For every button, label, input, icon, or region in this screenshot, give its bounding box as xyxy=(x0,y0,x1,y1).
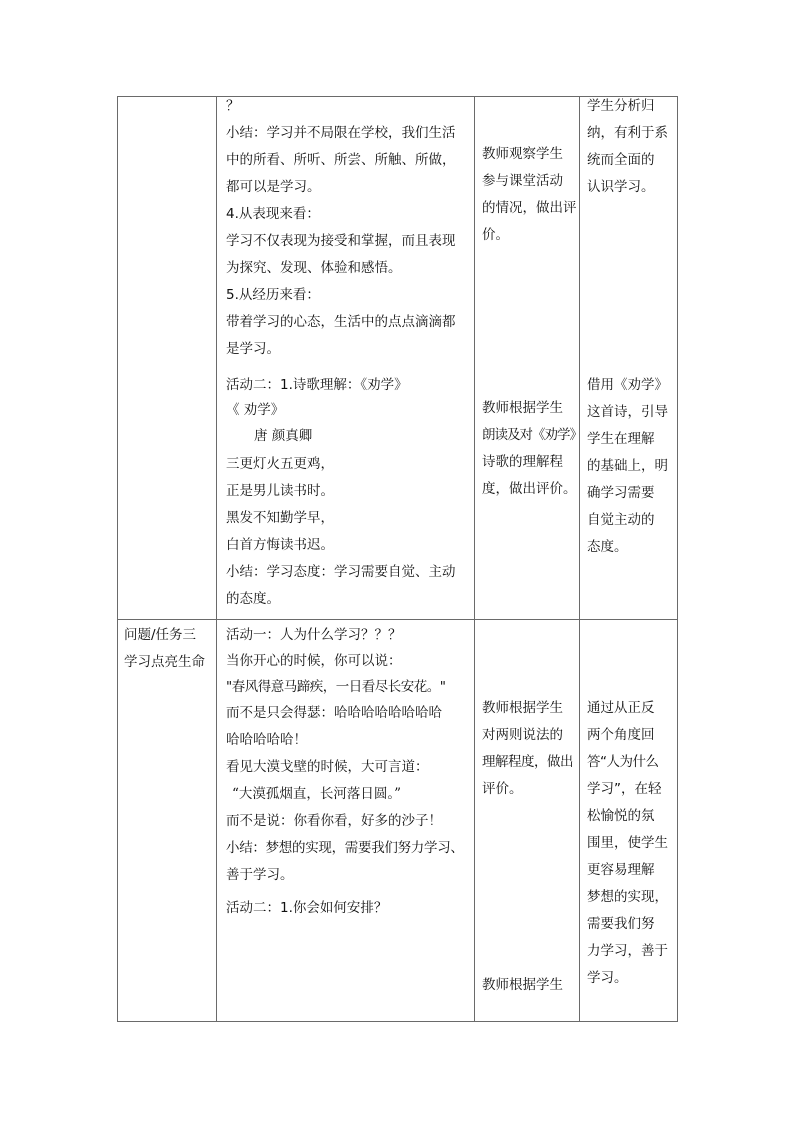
column-divider xyxy=(474,97,475,1021)
content-line: 学习不仅表现为接受和掌握，而且表现 xyxy=(226,233,456,249)
content-line: ？ xyxy=(226,98,240,114)
design-line: 统而全面的 xyxy=(587,152,655,168)
content-line: 当你开心的时候，你可以说： xyxy=(226,653,402,669)
evaluation-line: 度，做出评价。 xyxy=(482,481,577,497)
row2-design-intent-cell xyxy=(587,372,677,561)
evaluation-line: 教师根据学生 xyxy=(482,700,563,716)
evaluation-line: 对两则说法的 xyxy=(482,727,563,743)
content-line: 小结：梦想的实现，需要我们努力学习、 xyxy=(226,840,464,856)
evaluation-line: 教师根据学生 xyxy=(482,400,563,416)
row2-content-cell xyxy=(226,372,470,613)
column-divider xyxy=(216,97,217,1021)
design-line: 态度。 xyxy=(587,539,628,555)
task-label-line: 学习点亮生命 xyxy=(124,654,205,670)
design-line: 的基础上，明 xyxy=(587,458,668,474)
evaluation-line: 参与课堂活动 xyxy=(482,173,563,189)
evaluation-line: 朗读及对《劝学》 xyxy=(482,427,582,443)
design-line: 围里，使学生 xyxy=(587,835,668,851)
lesson-plan-table xyxy=(117,96,678,1022)
content-line: 哈哈哈哈哈！ xyxy=(226,732,307,748)
design-line: 学习。 xyxy=(587,970,628,986)
content-line: 而不是说：你看你看，好多的沙子！ xyxy=(226,813,442,829)
evaluation-line: 诗歌的理解程 xyxy=(482,454,563,470)
content-line: 小结：学习态度：学习需要自觉、主动 xyxy=(226,564,456,580)
design-line: 学生在理解 xyxy=(587,431,655,447)
row3-evaluation-cell-2 xyxy=(482,972,577,999)
design-line: 松愉悦的氛 xyxy=(587,808,655,824)
task-label-cell xyxy=(124,622,216,676)
poem-line: 正是男儿读书时。 xyxy=(226,483,334,499)
row1-evaluation-cell xyxy=(482,141,577,249)
content-line: 4.从表现来看： xyxy=(226,206,320,222)
content-line: 为探究、发现、体验和感悟。 xyxy=(226,260,402,276)
poem-line: 三更灯火五更鸡， xyxy=(226,456,334,472)
evaluation-line: 教师根据学生 xyxy=(482,977,563,993)
design-line: 力学习，善于 xyxy=(587,943,668,959)
design-line: 这首诗，引导 xyxy=(587,404,668,420)
row3-design-intent-cell xyxy=(587,695,679,992)
content-line: 活动一：人为什么学习？？？ xyxy=(226,627,402,643)
content-line: "春风得意马蹄疾，一日看尽长安花。" xyxy=(226,679,446,695)
content-line: 5.从经历来看： xyxy=(226,287,320,303)
poem-title: 《 劝学》 xyxy=(226,402,285,418)
evaluation-line: 的情况，做出评 xyxy=(482,200,577,216)
design-line: 认识学习。 xyxy=(587,179,655,195)
content-line: 善于学习。 xyxy=(226,867,294,883)
design-line: 学生分析归 xyxy=(587,98,655,114)
row1-content-cell xyxy=(226,93,470,363)
content-line: 小结：学习并不局限在学校，我们生活 xyxy=(226,125,456,141)
row2-evaluation-cell xyxy=(482,395,582,503)
evaluation-line: 价。 xyxy=(482,227,509,243)
task-label-line: 问题/任务三 xyxy=(124,627,197,643)
design-line: 学习”，在轻 xyxy=(587,781,662,797)
content-line: 活动二：1.诗歌理解：《劝学》 xyxy=(226,377,408,393)
design-line: 通过从正反 xyxy=(587,700,655,716)
design-line: 答“人为什么 xyxy=(587,754,659,770)
evaluation-line: 评价。 xyxy=(482,781,523,797)
evaluation-line: 理解程度，做出 xyxy=(482,754,573,770)
design-line: 自觉主动的 xyxy=(587,512,655,528)
content-line: 带着学习的心态，生活中的点点滴滴都 xyxy=(226,314,456,330)
content-line: 都可以是学习。 xyxy=(226,179,321,195)
design-line: 两个角度回 xyxy=(587,727,655,743)
row-divider xyxy=(118,619,677,620)
row3-content-cell xyxy=(226,622,472,922)
row1-design-intent-cell xyxy=(587,93,677,201)
design-line: 需要我们努 xyxy=(587,916,655,932)
design-line: 确学习需要 xyxy=(587,485,655,501)
row3-evaluation-cell xyxy=(482,695,577,803)
design-line: 更容易理解 xyxy=(587,862,655,878)
content-line: 而不是只会得瑟：哈哈哈哈哈哈哈哈 xyxy=(226,705,442,721)
design-line: 借用《劝学》 xyxy=(587,377,668,393)
content-line: 活动二：1.你会如何安排？ xyxy=(226,900,388,916)
design-line: 纳，有利于系 xyxy=(587,125,668,141)
content-line: 看见大漠戈壁的时候，大可言道： xyxy=(226,759,429,775)
evaluation-line: 教师观察学生 xyxy=(482,146,563,162)
content-line: 中的所看、所听、所尝、所触、所做， xyxy=(226,152,456,168)
poem-line: 白首方悔读书迟。 xyxy=(226,537,334,553)
poem-line: 黑发不知勤学早， xyxy=(226,510,334,526)
column-divider xyxy=(579,97,580,1021)
design-line: 梦想的实现， xyxy=(587,889,668,905)
poem-author: 唐 颜真卿 xyxy=(254,428,313,444)
content-line: 的态度。 xyxy=(226,591,280,607)
content-line: “大漠孤烟直，长河落日圆。” xyxy=(232,786,402,802)
content-line: 是学习。 xyxy=(226,341,280,357)
